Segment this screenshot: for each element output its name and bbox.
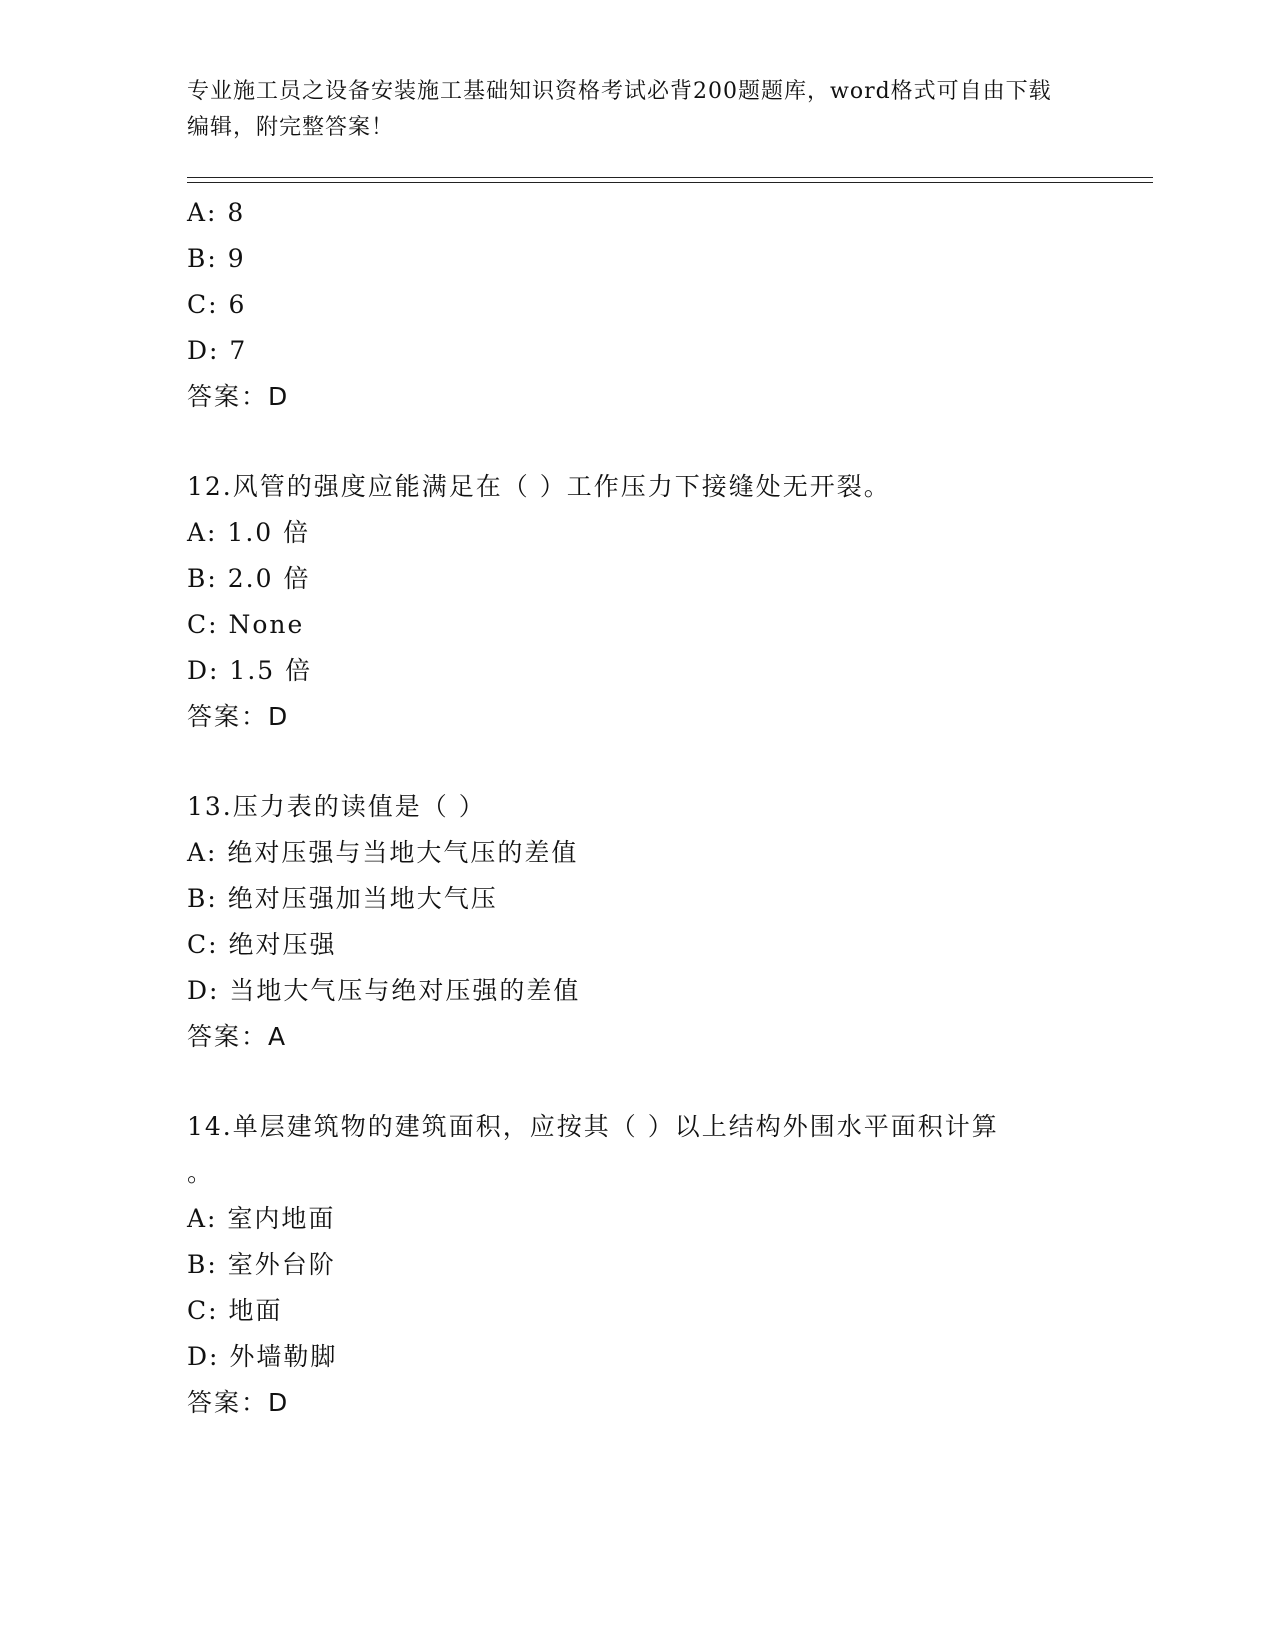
- option-c: C: None: [187, 610, 305, 639]
- option-d: D: 当地大气压与绝对压强的差值: [187, 976, 581, 1005]
- question-list: [187, 190, 1087, 1426]
- option-c: C: 绝对压强: [187, 930, 337, 959]
- option-a: A: 8: [187, 198, 246, 227]
- question-stem: 13.压力表的读值是（ ）: [187, 792, 486, 821]
- option-a: A: 室内地面: [187, 1204, 336, 1233]
- option-a: A: 1.0 倍: [187, 518, 311, 547]
- option-b: B: 2.0 倍: [187, 564, 311, 593]
- answer: 答案：D: [187, 1388, 290, 1417]
- document-header: 专业施工员之设备安装施工基础知识资格考试必背200题题库，word格式可自由下载编辑，附完整答案！: [187, 79, 1052, 140]
- header-divider-bottom: [187, 182, 1153, 183]
- answer: 答案：D: [187, 702, 290, 731]
- option-d: D: 外墙勒脚: [187, 1342, 338, 1371]
- option-c: C: 地面: [187, 1296, 283, 1325]
- answer: 答案：A: [187, 1022, 288, 1051]
- question-13: [187, 784, 1087, 1060]
- question-stem: 14.单层建筑物的建筑面积，应按其（ ）以上结构外围水平面积计算: [187, 1112, 999, 1141]
- question-stem: 12.风管的强度应能满足在（ ）工作压力下接缝处无开裂。: [187, 472, 891, 501]
- question-12: [187, 464, 1087, 740]
- question-11: [187, 190, 1087, 420]
- question-stem-continuation: 。: [187, 1158, 213, 1187]
- question-14: [187, 1104, 1087, 1426]
- answer: 答案：D: [187, 382, 290, 411]
- option-b: B: 室外台阶: [187, 1250, 336, 1279]
- option-c: C: 6: [187, 290, 247, 319]
- option-b: B: 9: [187, 244, 246, 273]
- option-d: D: 7: [187, 336, 248, 365]
- option-b: B: 绝对压强加当地大气压: [187, 884, 498, 913]
- header-divider-top: [187, 177, 1153, 178]
- option-d: D: 1.5 倍: [187, 656, 313, 685]
- option-a: A: 绝对压强与当地大气压的差值: [187, 838, 579, 867]
